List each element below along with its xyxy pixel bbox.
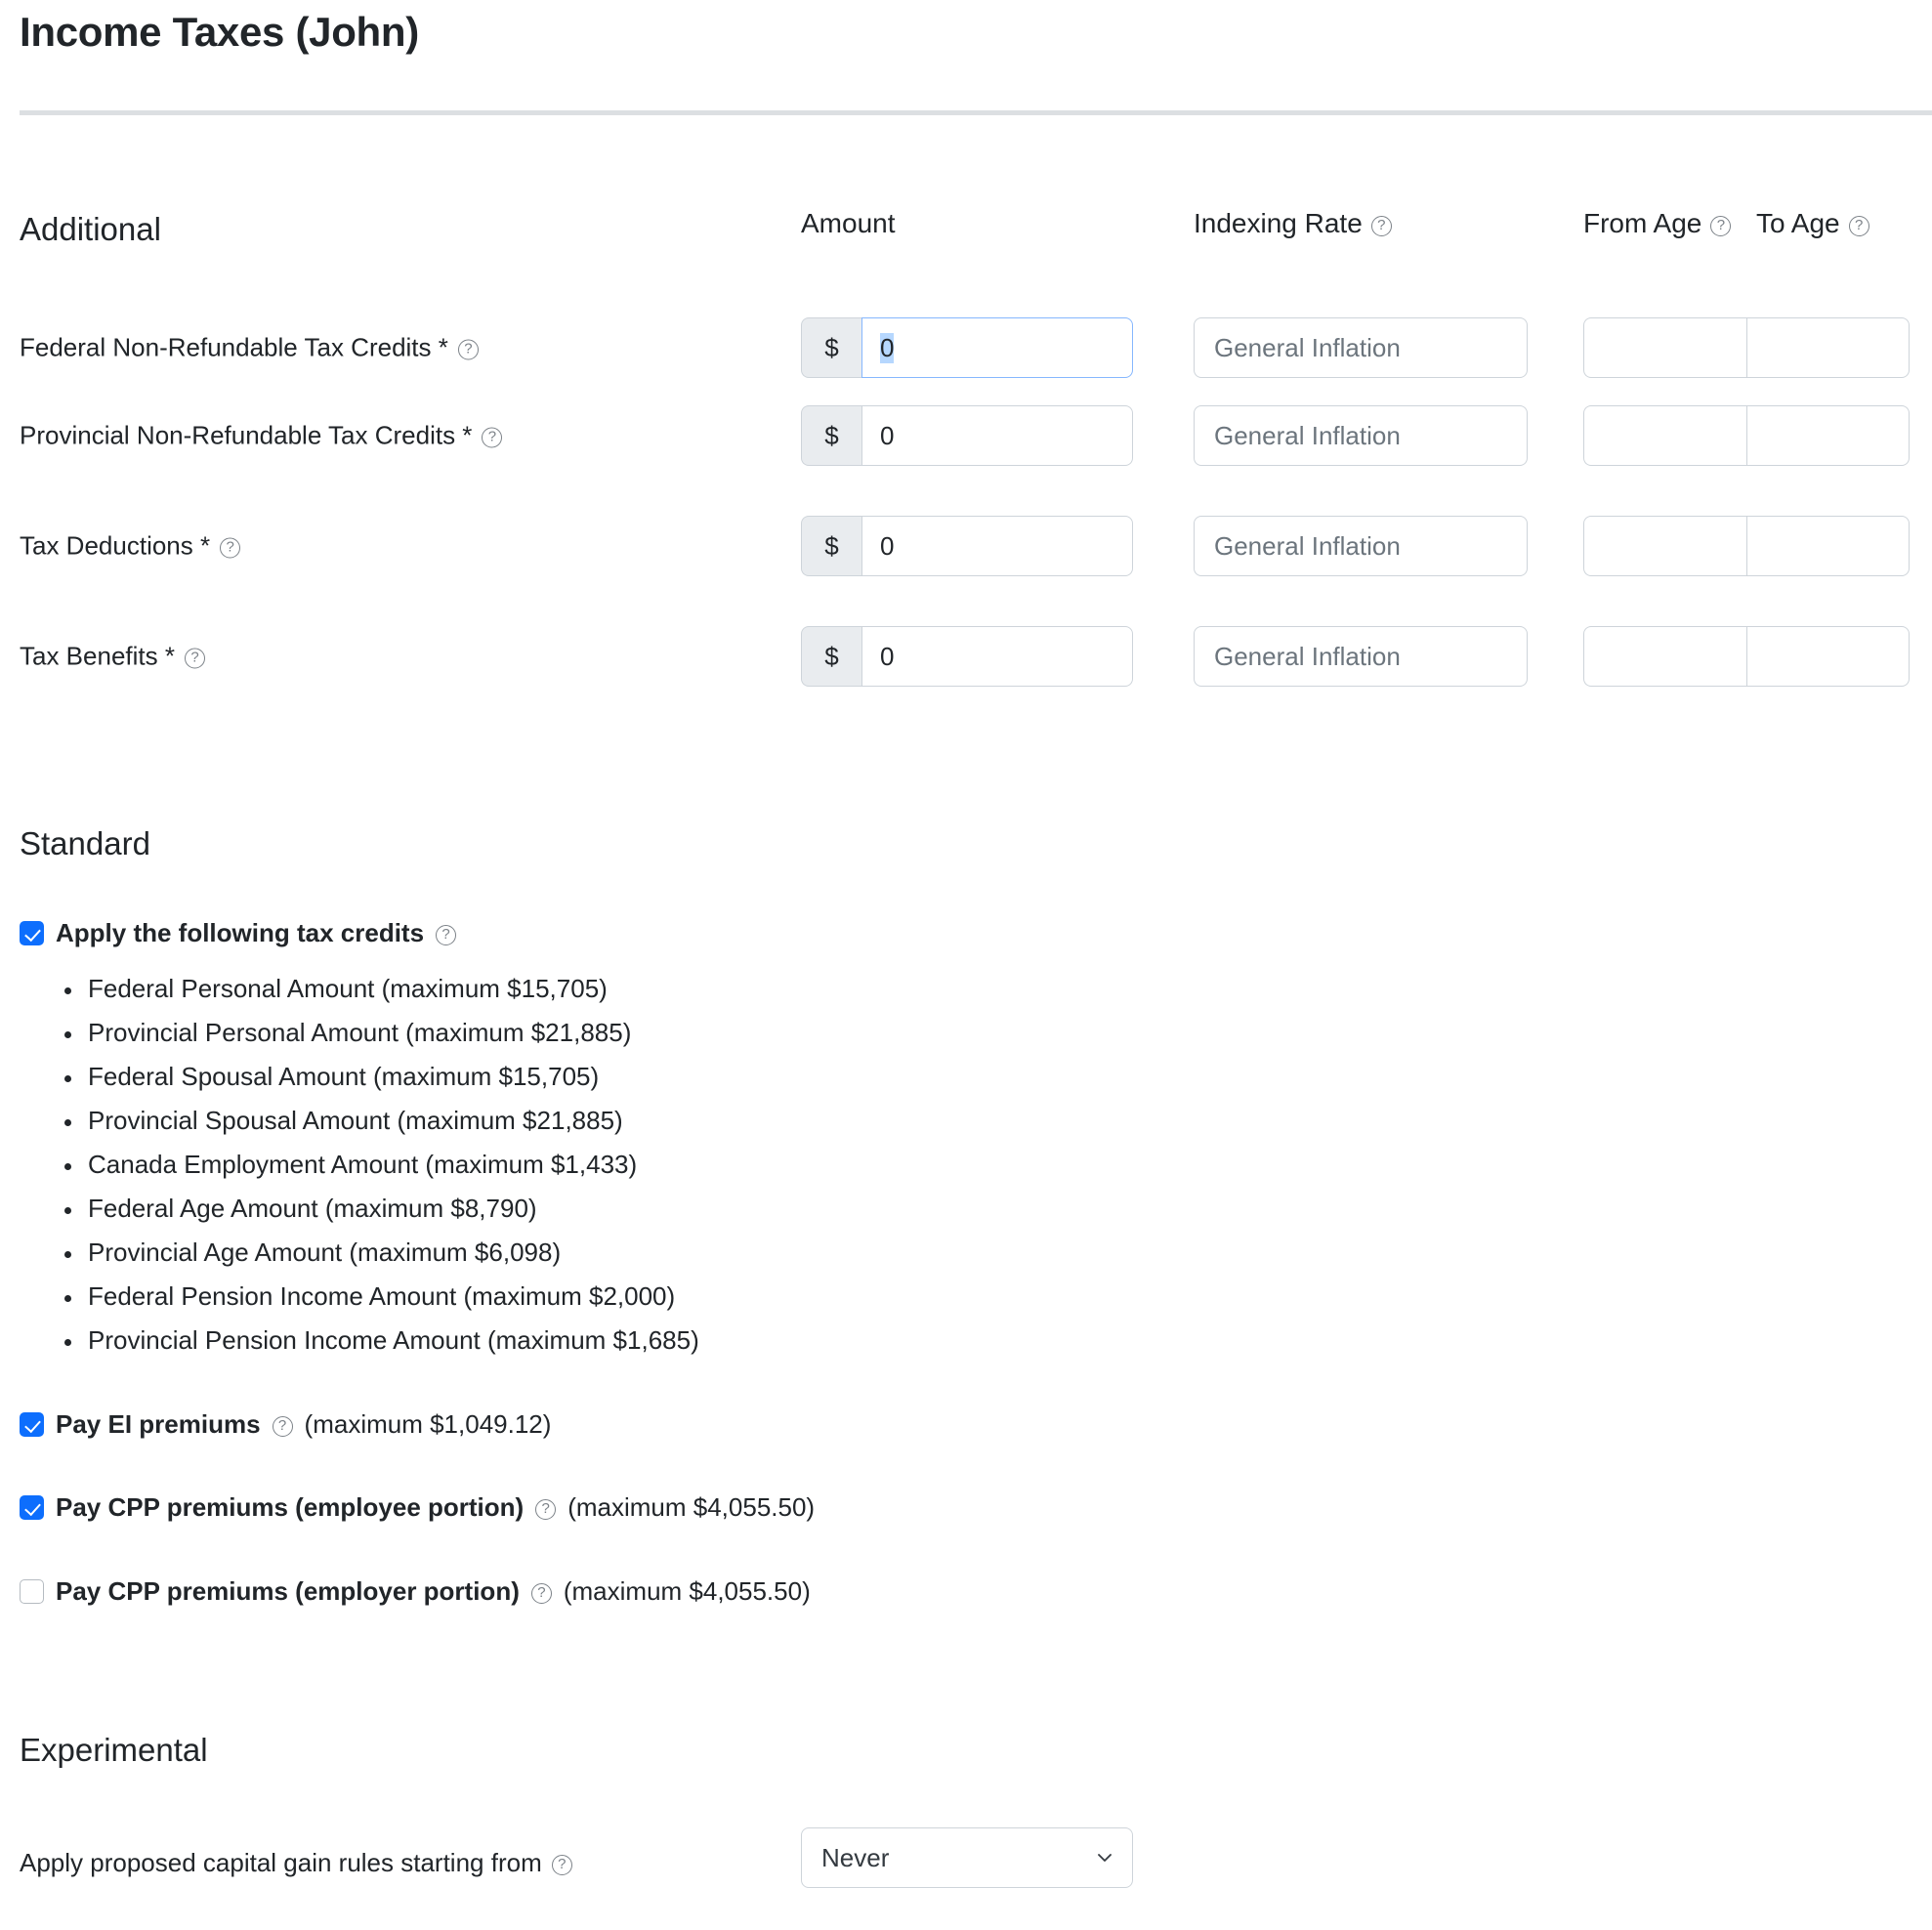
age-range-group bbox=[1583, 626, 1910, 687]
capital-gain-rules-label-text: Apply proposed capital gain rules starting from bbox=[20, 1848, 542, 1877]
row-label bbox=[20, 642, 205, 672]
from-age-input[interactable] bbox=[1583, 516, 1746, 576]
table-row bbox=[0, 626, 1932, 687]
column-header-indexing-rate-label: Indexing Rate bbox=[1194, 208, 1363, 238]
checkbox-indicator[interactable] bbox=[20, 921, 44, 945]
table-row bbox=[0, 405, 1932, 466]
indexing-rate-input[interactable]: General Inflation bbox=[1194, 516, 1528, 576]
checkbox-maximum: (maximum $1,049.12) bbox=[304, 1409, 552, 1439]
to-age-input[interactable] bbox=[1746, 405, 1910, 466]
help-icon[interactable]: ? bbox=[1371, 216, 1392, 236]
list-item: Federal Pension Income Amount (maximum $2,000) bbox=[61, 1275, 699, 1319]
checkbox-pay-cpp-employee[interactable] bbox=[20, 1492, 815, 1523]
list-item: Canada Employment Amount (maximum $1,433) bbox=[61, 1143, 699, 1187]
amount-input-group bbox=[801, 317, 1133, 378]
amount-input[interactable] bbox=[861, 626, 1133, 687]
to-age-input[interactable] bbox=[1746, 626, 1910, 687]
age-range-group bbox=[1583, 516, 1910, 576]
table-row bbox=[0, 516, 1932, 576]
column-headers bbox=[0, 208, 1932, 243]
amount-input-value: 0 bbox=[880, 332, 895, 362]
age-range-group bbox=[1583, 405, 1910, 466]
age-range-group bbox=[1583, 317, 1910, 378]
amount-input-value: 0 bbox=[880, 641, 895, 671]
from-age-input[interactable] bbox=[1583, 317, 1746, 378]
checkbox-maximum: (maximum $4,055.50) bbox=[563, 1576, 811, 1606]
amount-input-group bbox=[801, 516, 1133, 576]
checkbox-indicator[interactable] bbox=[20, 1412, 44, 1437]
currency-prefix: $ bbox=[801, 626, 861, 687]
to-age-input[interactable] bbox=[1746, 516, 1910, 576]
amount-input-group bbox=[801, 626, 1133, 687]
amount-input-value: 0 bbox=[880, 420, 895, 450]
section-heading-experimental: Experimental bbox=[20, 1732, 208, 1768]
list-item: Provincial Spousal Amount (maximum $21,885) bbox=[61, 1099, 699, 1143]
tax-credit-list bbox=[61, 967, 699, 1363]
checkbox-pay-cpp-employer[interactable] bbox=[20, 1576, 811, 1607]
checkbox-label: Pay EI premiums bbox=[56, 1409, 261, 1439]
table-row bbox=[0, 317, 1932, 378]
list-item: Provincial Personal Amount (maximum $21,885) bbox=[61, 1011, 699, 1055]
list-item: Federal Personal Amount (maximum $15,705) bbox=[61, 967, 699, 1011]
list-item: Federal Spousal Amount (maximum $15,705) bbox=[61, 1055, 699, 1099]
amount-input[interactable] bbox=[861, 405, 1133, 466]
currency-prefix: $ bbox=[801, 317, 861, 378]
row-label-text: Federal Non-Refundable Tax Credits * bbox=[20, 332, 448, 362]
to-age-input[interactable] bbox=[1746, 317, 1910, 378]
from-age-input[interactable] bbox=[1583, 405, 1746, 466]
amount-input[interactable] bbox=[861, 317, 1133, 378]
checkbox-pay-ei-premiums[interactable] bbox=[20, 1409, 551, 1440]
row-label bbox=[20, 421, 502, 451]
capital-gain-rules-select-value: Never bbox=[821, 1842, 890, 1872]
from-age-input[interactable] bbox=[1583, 626, 1746, 687]
row-label-text: Provincial Non-Refundable Tax Credits * bbox=[20, 420, 473, 450]
checkbox-indicator[interactable] bbox=[20, 1579, 44, 1604]
title-divider bbox=[20, 110, 1932, 115]
section-heading-standard: Standard bbox=[20, 825, 150, 861]
row-label bbox=[20, 333, 479, 363]
row-label bbox=[20, 531, 240, 562]
currency-prefix: $ bbox=[801, 516, 861, 576]
checkbox-maximum: (maximum $4,055.50) bbox=[567, 1492, 816, 1522]
help-icon[interactable]: ? bbox=[482, 428, 502, 448]
help-icon[interactable]: ? bbox=[436, 925, 456, 945]
indexing-rate-input[interactable]: General Inflation bbox=[1194, 405, 1528, 466]
list-item: Provincial Pension Income Amount (maximum $1,685) bbox=[61, 1319, 699, 1363]
page-title: Income Taxes (John) bbox=[20, 9, 419, 55]
checkbox-label: Pay CPP premiums (employee portion) bbox=[56, 1492, 525, 1522]
help-icon[interactable]: ? bbox=[1710, 216, 1731, 236]
checkbox-label: Apply the following tax credits bbox=[56, 918, 425, 947]
checkbox-label: Pay CPP premiums (employer portion) bbox=[56, 1576, 520, 1606]
help-icon[interactable]: ? bbox=[185, 649, 205, 669]
checkbox-indicator[interactable] bbox=[20, 1495, 44, 1520]
list-item: Federal Age Amount (maximum $8,790) bbox=[61, 1187, 699, 1231]
help-icon[interactable]: ? bbox=[552, 1855, 572, 1875]
help-icon[interactable]: ? bbox=[458, 340, 479, 360]
help-icon[interactable]: ? bbox=[1849, 216, 1869, 236]
amount-input[interactable] bbox=[861, 516, 1133, 576]
column-header-from-age-label: From Age bbox=[1583, 208, 1702, 238]
amount-input-group bbox=[801, 405, 1133, 466]
currency-prefix: $ bbox=[801, 405, 861, 466]
checkbox-apply-tax-credits[interactable] bbox=[20, 918, 456, 948]
help-icon[interactable]: ? bbox=[220, 538, 240, 559]
capital-gain-rules-select[interactable] bbox=[801, 1827, 1133, 1888]
column-header-indexing-rate bbox=[1194, 208, 1392, 239]
help-icon[interactable]: ? bbox=[531, 1583, 552, 1604]
column-header-amount-label: Amount bbox=[801, 208, 896, 238]
help-icon[interactable]: ? bbox=[273, 1416, 293, 1437]
indexing-rate-input[interactable]: General Inflation bbox=[1194, 626, 1528, 687]
column-header-to-age bbox=[1756, 208, 1869, 239]
column-header-to-age-label: To Age bbox=[1756, 208, 1840, 238]
amount-input-value: 0 bbox=[880, 530, 895, 561]
section-heading-additional: Additional bbox=[20, 211, 161, 247]
row-label-text: Tax Deductions * bbox=[20, 530, 211, 561]
help-icon[interactable]: ? bbox=[535, 1499, 556, 1520]
row-label-text: Tax Benefits * bbox=[20, 641, 175, 671]
chevron-down-icon bbox=[1097, 1850, 1113, 1866]
capital-gain-rules-label bbox=[20, 1848, 572, 1878]
column-header-from-age bbox=[1583, 208, 1731, 239]
column-header-amount bbox=[801, 208, 896, 239]
list-item: Provincial Age Amount (maximum $6,098) bbox=[61, 1231, 699, 1275]
indexing-rate-input[interactable]: General Inflation bbox=[1194, 317, 1528, 378]
